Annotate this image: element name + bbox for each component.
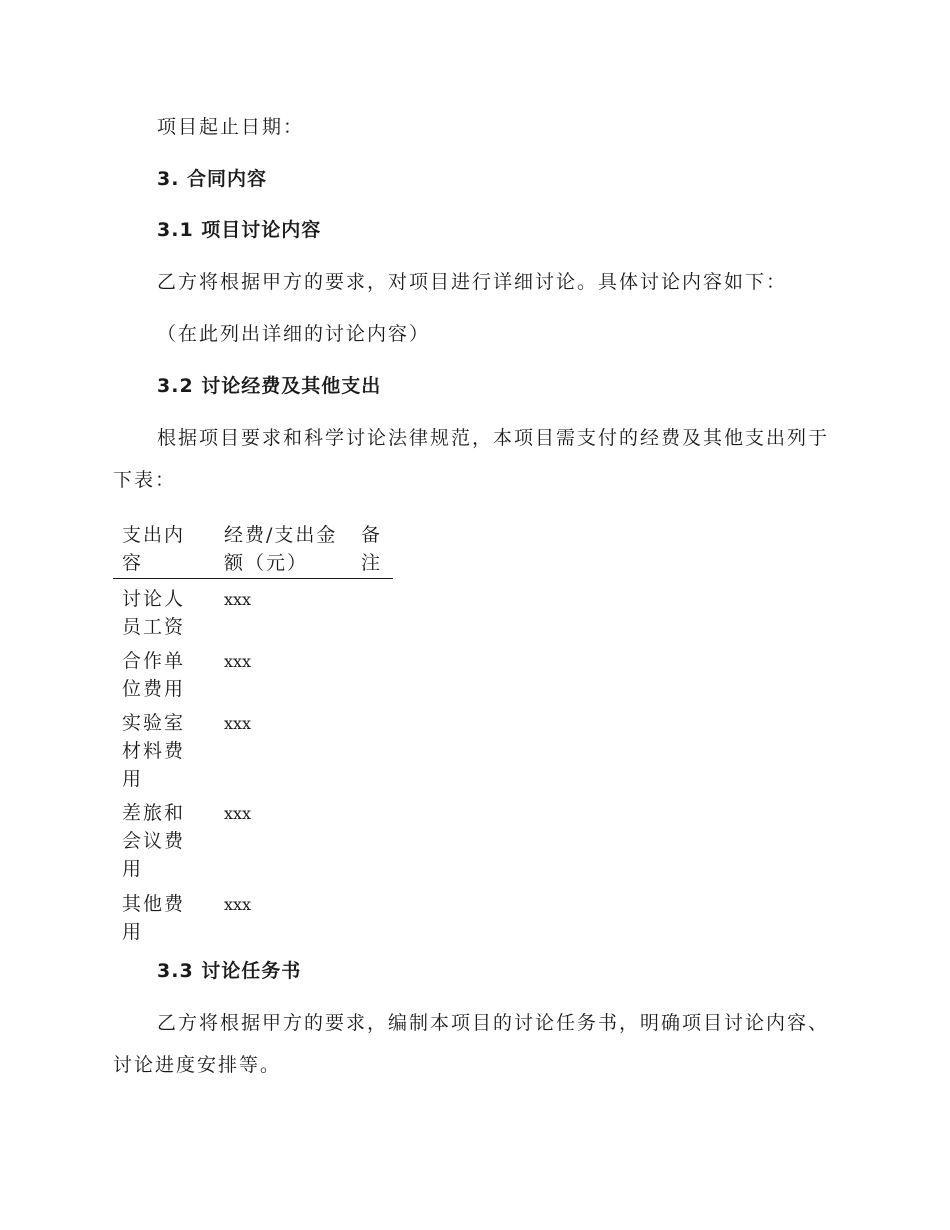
section-3-2-text: 根据项目要求和科学讨论法律规范，本项目需支付的经费及其他支出列于下表： — [113, 427, 830, 491]
row-item: 其他费用 — [122, 893, 186, 943]
section-3-1-placeholder: （在此列出详细的讨论内容） — [157, 323, 431, 345]
row-item: 差旅和会议费用 — [122, 802, 186, 880]
expense-table — [113, 517, 393, 946]
table-row — [113, 641, 393, 703]
row-amount: xxx — [224, 714, 252, 733]
table-row — [113, 579, 393, 641]
section-3-2-title: 3.2 讨论经费及其他支出 — [157, 375, 382, 397]
section-3-title: 3. 合同内容 — [157, 168, 268, 190]
row-item: 讨论人员工资 — [122, 588, 186, 638]
table-row — [113, 884, 393, 946]
table-row — [113, 793, 393, 884]
header-note: 备注 — [361, 524, 383, 574]
row-item: 实验室材料费用 — [122, 712, 186, 790]
row-amount: xxx — [224, 804, 252, 823]
row-amount: xxx — [224, 652, 252, 671]
header-amount: 经费/支出金额（元） — [224, 524, 338, 574]
row-amount: xxx — [224, 895, 252, 914]
section-3-1-title: 3.1 项目讨论内容 — [157, 219, 322, 241]
project-dates-label: 项目起止日期： — [157, 116, 305, 138]
expense-table-header — [113, 517, 393, 579]
section-3-1-text: 乙方将根据甲方的要求，对项目进行详细讨论。具体讨论内容如下： — [157, 271, 788, 293]
section-3-3-text: 乙方将根据甲方的要求，编制本项目的讨论任务书，明确项目讨论内容、讨论进度安排等。 — [113, 1012, 830, 1076]
section-3-3-title: 3.3 讨论任务书 — [157, 960, 302, 982]
row-item: 合作单位费用 — [122, 650, 186, 700]
row-amount: xxx — [224, 590, 252, 609]
table-row — [113, 703, 393, 793]
header-item: 支出内容 — [122, 524, 186, 574]
